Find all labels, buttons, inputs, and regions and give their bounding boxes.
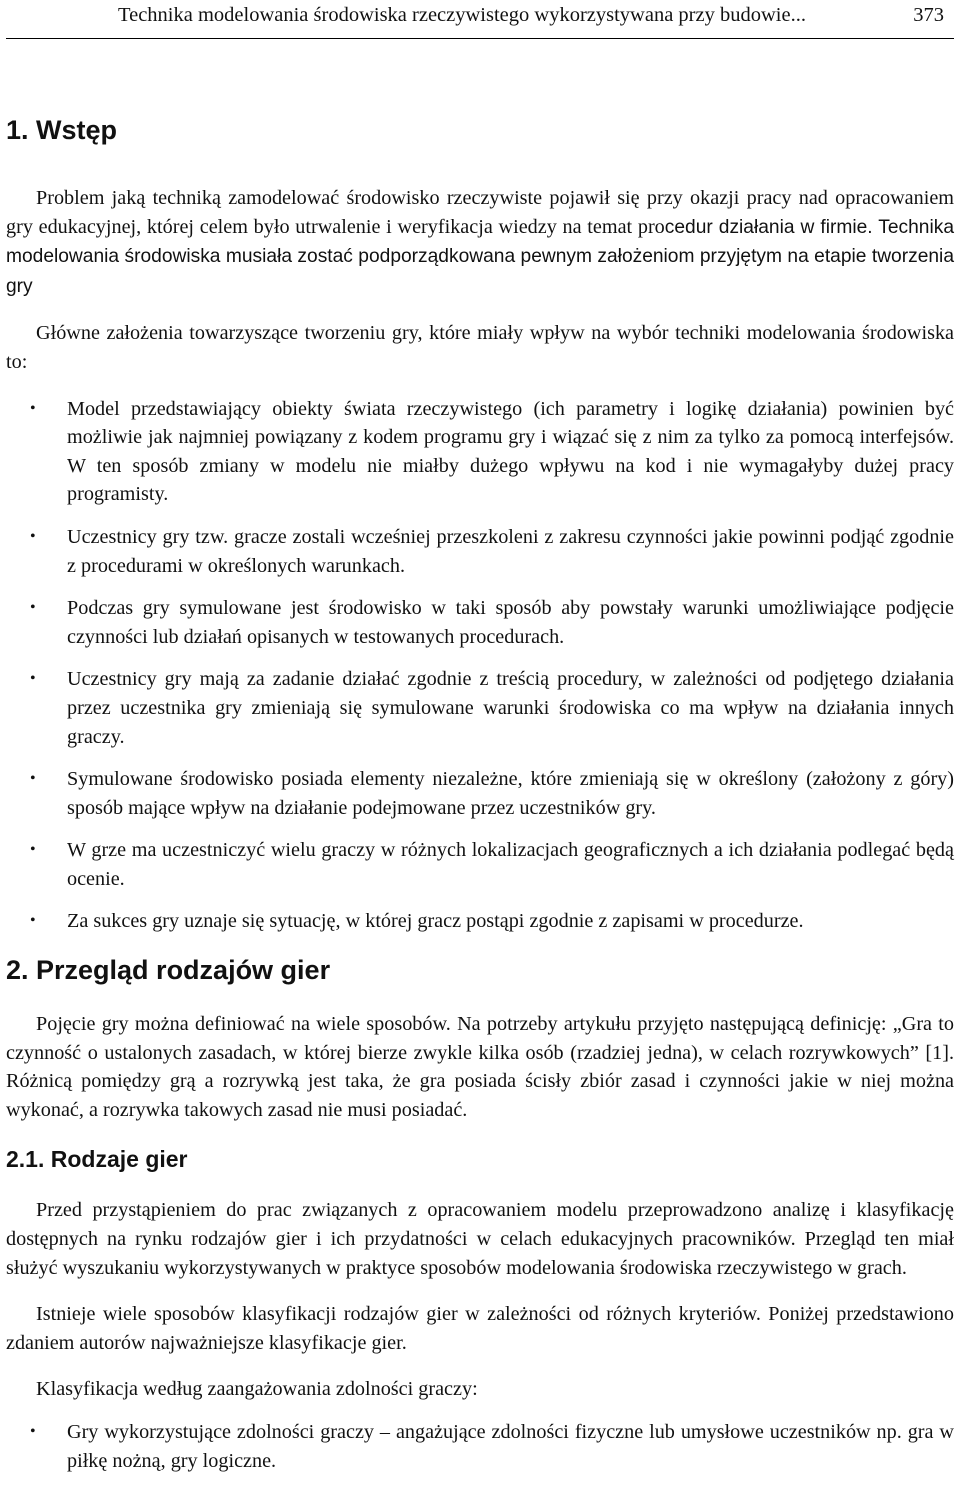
list-item xyxy=(6,836,954,893)
section-heading-game-review: 2. Przegląd rodzajów gier xyxy=(6,955,331,986)
list-item xyxy=(6,765,954,822)
list-item-text: Gry wykorzystujące zdolności graczy – angażujące zdolności fizyczne lub umysłowe uczestników np. gra w piłkę nożną, gry logiczne. xyxy=(67,1421,954,1472)
list-item xyxy=(6,594,954,651)
page-number: 373 xyxy=(913,4,944,26)
running-title: Technika modelowania środowiska rzeczywistego wykorzystywana przy budowie... xyxy=(118,4,806,26)
intro-paragraph-1-serif: Problem jaką techniką zamodelować środowisko rzeczywiste pojawił się przy okazji pracy nad opracowaniem gry edukacyjnej, której celem było utrwalenie i weryfikacja wiedzy na temat pro xyxy=(6,187,954,238)
list-item-text: Uczestnicy gry mają za zadanie działać zgodnie z treścią procedury, w zależności od podjętego działania przez uczestnika gry zmieniają się symulowane warunki środowiska co ma wpływ na działania innych graczy. xyxy=(67,668,954,748)
list-item-text: W grze ma uczestniczyć wielu graczy w różnych lokalizacjach geograficznych a ich działania podlegać będą ocenie. xyxy=(67,839,954,890)
bullet-icon: • xyxy=(30,527,36,545)
list-item xyxy=(6,907,954,936)
list-item-text: Symulowane środowisko posiada elementy niezależne, które zmieniają się w określony (założony z góry) sposób mające wpływ na działanie podejmowane przez uczestników gry. xyxy=(67,768,954,819)
list-item xyxy=(6,395,954,509)
bullet-icon: • xyxy=(30,599,36,617)
list-item xyxy=(6,523,954,580)
running-header xyxy=(6,0,954,39)
game-types-paragraph-2: Istnieje wiele sposobów klasyfikacji rodzajów gier w zależności od różnych kryteriów. Poniżej przedstawiono zdaniem autorów najważniejsze klasyfikacje gier. xyxy=(6,1303,954,1354)
classification-intro: Klasyfikacja według zaangażowania zdolności graczy: xyxy=(36,1378,478,1401)
list-item-text: Model przedstawiający obiekty świata rzeczywistego (ich parametry i logikę działania) powinien być możliwie jak najmniej powiązany z kodem programu gry i wiązać się z nim za tylko za pomocą interfejsów. W ten sposób zmiany w modelu nie miałby dużego wpływu na kod i nie wymagałyby dużej pracy programisty. xyxy=(67,397,954,506)
intro-paragraph-1 xyxy=(6,184,954,301)
classification-list xyxy=(6,1418,954,1475)
list-item xyxy=(6,1418,954,1475)
intro-paragraph-1-sans: cedur działania w firmie. Technika modelowania środowiska musiała zostać podporządkowana pewnym założeniom przyjętym na etapie tworzenia gry xyxy=(6,216,955,297)
subsection-heading-game-types: 2.1. Rodzaje gier xyxy=(6,1146,188,1173)
bullet-icon: • xyxy=(30,841,36,859)
section-heading-introduction: 1. Wstęp xyxy=(6,115,118,145)
game-definition-paragraph: Pojęcie gry można definiować na wiele sposobów. Na potrzeby artykułu przyjęto następującą definicję: „Gra to czynność o ustalonych zasadach, w której bierze zwykle kilka osób (rzadziej jedna), w celach rozrywkowych” [1]. Różnicą pomiędzy grą a rozrywką jest taka, że gra posiada ścisły zbiór zasad i czynności jakie w niej można wykonać, a rozrywka takowych zasad nie musi posiadać. xyxy=(6,1013,954,1121)
bullet-icon: • xyxy=(30,912,36,930)
article-body xyxy=(6,110,954,1489)
bullet-icon: • xyxy=(30,770,36,788)
assumptions-list xyxy=(6,395,954,937)
bullet-icon: • xyxy=(30,399,36,417)
list-item-text: Za sukces gry uznaje się sytuację, w której gracz postąpi zgodnie z zapisami w procedurze. xyxy=(67,910,804,933)
list-item xyxy=(6,665,954,751)
list-item-text: Podczas gry symulowane jest środowisko w taki sposób aby powstały warunki umożliwiające podjęcie czynności lub działań opisanych w testowanych procedurach. xyxy=(67,597,954,648)
bullet-icon: • xyxy=(30,1423,36,1440)
game-types-paragraph-1: Przed przystąpieniem do prac związanych z opracowaniem modelu przeprowadzono analizę i klasyfikację dostępnych na rynku rodzajów gier i ich przydatności w celach edukacyjnych pracowników. Przegląd ten miał służyć wyszukaniu wykorzystywanych w praktyce sposobów modelowania środowiska rzeczywistego w grach. xyxy=(6,1199,954,1279)
bullet-icon: • xyxy=(30,670,36,688)
list-item-text: Uczestnicy gry tzw. gracze zostali wcześniej przeszkoleni z zakresu czynności jakie powinni podjąć zgodnie z procedurami w określonych warunkach. xyxy=(67,525,954,577)
intro-paragraph-2: Główne założenia towarzyszące tworzeniu gry, które miały wpływ na wybór techniki modelowania środowiska to: xyxy=(6,322,954,373)
